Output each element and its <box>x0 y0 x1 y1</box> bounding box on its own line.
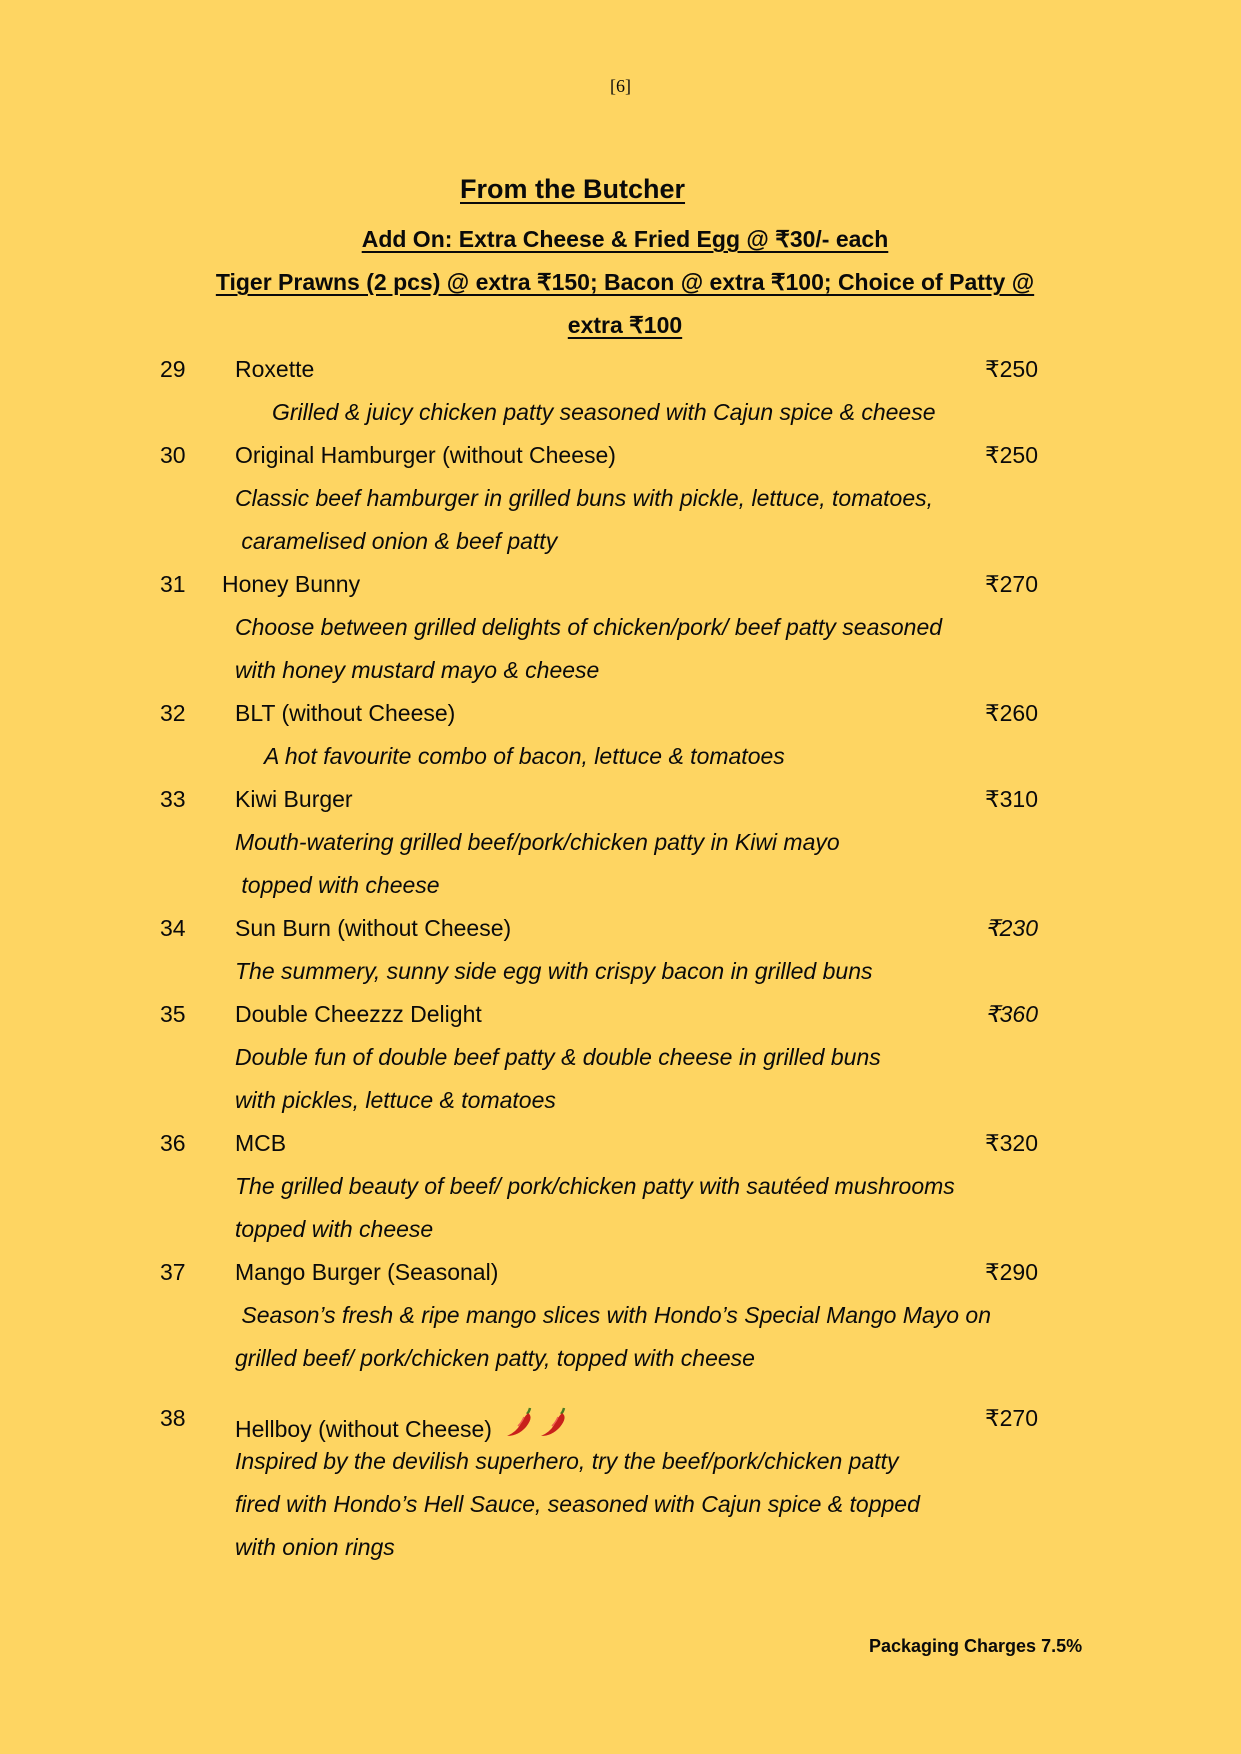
item-name: Roxette <box>235 356 315 382</box>
item-description: grilled beef/ pork/chicken patty, topped with cheese <box>235 1345 755 1371</box>
item-price: ₹270 <box>985 1405 1039 1431</box>
item-price: ₹250 <box>985 356 1039 382</box>
addon-line-1: Add On: Extra Cheese & Fried Egg @ ₹30/- each <box>361 226 889 252</box>
page-number: [6] <box>610 76 631 96</box>
item-description: The summery, sunny side egg with crispy bacon in grilled buns <box>235 958 873 984</box>
item-description: topped with cheese <box>235 1216 434 1242</box>
item-number: 32 <box>160 700 186 726</box>
item-price: ₹260 <box>985 700 1039 726</box>
item-number: 37 <box>160 1259 186 1285</box>
item-price: ₹270 <box>985 571 1039 597</box>
item-price: ₹360 <box>985 1001 1039 1027</box>
addon-line-2: Tiger Prawns (2 pcs) @ extra ₹150; Bacon @ extra ₹100; Choice of Patty @ <box>215 269 1035 295</box>
item-number: 34 <box>160 915 186 941</box>
item-name-group <box>235 1405 572 1445</box>
chili-pepper-icon <box>538 1405 572 1445</box>
item-description: topped with cheese <box>235 872 440 898</box>
item-description: fired with Hondo’s Hell Sauce, seasoned with Cajun spice & topped <box>235 1491 920 1517</box>
item-description: with onion rings <box>235 1534 395 1560</box>
item-name: Kiwi Burger <box>235 786 353 812</box>
item-name: Honey Bunny <box>222 571 361 597</box>
item-name: MCB <box>235 1130 287 1156</box>
item-number: 38 <box>160 1405 186 1431</box>
chili-pepper-icon <box>504 1405 538 1445</box>
item-description: Inspired by the devilish superhero, try the beef/pork/chicken patty <box>235 1448 899 1474</box>
item-description: Grilled & juicy chicken patty seasoned with Cajun spice & cheese <box>272 399 936 425</box>
item-number: 33 <box>160 786 186 812</box>
item-number: 29 <box>160 356 186 382</box>
packaging-charges-note: Packaging Charges 7.5% <box>869 1636 1083 1656</box>
section-title: From the Butcher <box>460 174 686 204</box>
item-price: ₹230 <box>985 915 1039 941</box>
item-price: ₹250 <box>985 442 1039 468</box>
item-price: ₹310 <box>985 786 1039 812</box>
item-price: ₹320 <box>985 1130 1039 1156</box>
item-description: Double fun of double beef patty & double cheese in grilled buns <box>235 1044 881 1070</box>
item-description: Classic beef hamburger in grilled buns with pickle, lettuce, tomatoes, <box>235 485 934 511</box>
item-description: with pickles, lettuce & tomatoes <box>235 1087 556 1113</box>
item-description: with honey mustard mayo & cheese <box>235 657 600 683</box>
item-description: Season’s fresh & ripe mango slices with Hondo’s Special Mango Mayo on <box>235 1302 992 1328</box>
addon-line-3: extra ₹100 <box>567 312 683 338</box>
item-number: 35 <box>160 1001 186 1027</box>
item-name: Double Cheezzz Delight <box>235 1001 482 1027</box>
item-description: caramelised onion & beef patty <box>235 528 558 554</box>
item-description: Choose between grilled delights of chicken/pork/ beef patty seasoned <box>235 614 943 640</box>
item-description: The grilled beauty of beef/ pork/chicken patty with sautéed mushrooms <box>235 1173 955 1199</box>
item-name: Hellboy (without Cheese) <box>235 1416 492 1442</box>
item-name: Mango Burger (Seasonal) <box>235 1259 499 1285</box>
item-price: ₹290 <box>985 1259 1039 1285</box>
item-number: 31 <box>160 571 186 597</box>
item-name: BLT (without Cheese) <box>235 700 456 726</box>
item-name: Sun Burn (without Cheese) <box>235 915 512 941</box>
item-number: 30 <box>160 442 186 468</box>
item-description: Mouth-watering grilled beef/pork/chicken patty in Kiwi mayo <box>235 829 840 855</box>
item-number: 36 <box>160 1130 186 1156</box>
item-description: A hot favourite combo of bacon, lettuce & tomatoes <box>264 743 785 769</box>
item-name: Original Hamburger (without Cheese) <box>235 442 616 468</box>
